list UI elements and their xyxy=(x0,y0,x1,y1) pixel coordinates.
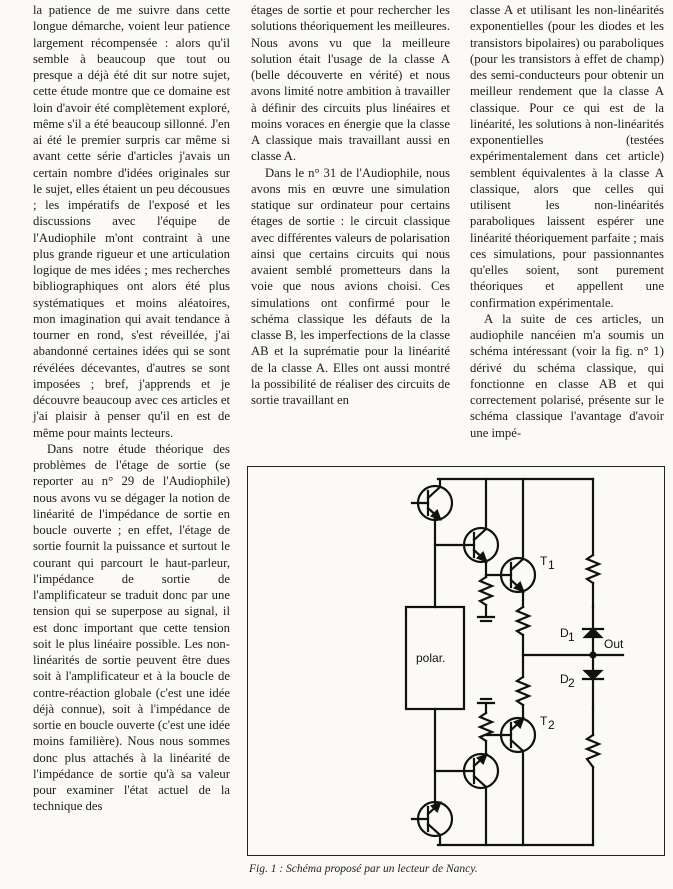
text-column-1 xyxy=(33,2,230,815)
resistor-r1 xyxy=(478,577,494,621)
transistor-q2 xyxy=(435,479,498,577)
d2-label: D xyxy=(560,672,569,686)
polar-label: polar. xyxy=(416,651,446,665)
paragraph: classe A et utilisant les non-linéarités exponentielles (pour les diodes et les transistors bipolaires) ou paraboliques (pour les transistors à effet de champ) des semi-conducteurs pour obtenir un meilleur rendement que la classe A classique. Pour ce qui est de la linéarité, les solutions à non-linéarités exponentielles (testées expérimentalement dans cet article) semblent équivalentes à la classe A classique, alors que celles qui utilisent les non-linéarités paraboliques laissent espérer une linéarité théoriquement parfaite ; mais ces simulations, pour passionnantes qu'elles soient, sont purement théoriques et appellent une confirmation expérimentale. xyxy=(470,3,664,310)
schematic-drawing xyxy=(248,467,666,857)
paragraph: la patience de me suivre dans cette longue démarche, voient leur patience largement récompensée : alors qu'il semble à beaucoup que tout ou presque a déjà été dit sur notre sujet, cette étude montre que ce domaine est loin d'avoir été complètement exploré, même s'il a été beaucoup sillonné. J'en ai été le premier surpris car même si avant cette série d'articles j'avais un certain nombre d'idées originales sur le sujet, elles étaient un peu décousues ; les impératifs de l'exposé et les discussions avec l'équipe de l'Audiophile m'ont contraint à une plus grande rigueur et une articulation logique de mes idées ; mes recherches bibliographiques ont alors été plus systématiques et moins aléatoires, mon imagination qui avait tendance à tourner en rond, s'est réveillée, j'ai abandonné certaines idées qui se sont révélées décevantes, d'autres se sont imposées ; bref, j'apprends et je découvre beaucoup avec ces articles et j'ai plaisir à penser qu'il en est de même pour maints lecteurs. xyxy=(33,3,230,440)
text-column-3 xyxy=(470,2,664,441)
t2-label: T xyxy=(540,714,548,728)
d1-subscript: 1 xyxy=(568,630,575,644)
transistor-t1 xyxy=(486,479,535,607)
out-label: Out xyxy=(604,637,624,651)
t2-subscript: 2 xyxy=(548,718,555,732)
paragraph: étages de sortie et pour rechercher les solutions théoriquement les meilleures. Nous avons vu que la meilleure solution était l'usage de la classe A (belle découverte en vérité) et nous avons limité notre ambition à travailler à définir des circuits plus linéaires et moins voraces en énergie que la classe A classique mais travaillant aussi en classe A. xyxy=(251,3,450,164)
transistor-q3 xyxy=(435,741,498,845)
circuit-schematic xyxy=(247,466,665,856)
paragraph: Dans notre étude théorique des problèmes de l'étage de sortie (se reporter au n° 29 de l'Audiophile) nous avons vu se dégager la notion de linéarité de l'impédance de sortie en boucle ouverte ; en effet, l'étage de sortie fournit la puissance et surtout le courant qui parcourt le haut-parleur, l'impédance de sortie de l'amplificateur se traduit donc par une tension qui se superpose au signal, il est donc important que cette tension soit le plus linéaire possible. Les non-linéarités de sortie peuvent être dues soit à l'amplificateur et à la boucle de contre-réaction globale (c'est une idée déjà connue), soit à l'impédance de sortie en boucle ouverte (c'est une idée moins familière). Nous nous sommes donc plus attachés à la linéarité de l'impédance de sortie qu'à sa valeur pour examiner l'état actuel de la technique des xyxy=(33,441,230,814)
t1-subscript: 1 xyxy=(548,558,555,572)
transistor-q4 xyxy=(412,802,452,845)
paragraph: Dans le n° 31 de l'Audiophile, nous avons mis en œuvre une simulation statique sur ordinateur pour certains étages de sortie : le circuit classique avec différentes valeurs de polarisation ainsi que certains circuits qui nous avaient semblé prometteurs dans la voie que nous avions choisi. Ces simulations ont confirmé pour le schéma classique les défauts de la classe B, les imperfections de la classe AB et la suprématie pour la linéarité de la classe A. Elles ont aussi montré la possibilité de réaliser des circuits de sortie travaillant en xyxy=(251,165,450,407)
resistor-r4 xyxy=(517,655,529,717)
t1-label: T xyxy=(540,554,548,568)
d1-label: D xyxy=(560,626,569,640)
diode-d2 xyxy=(583,655,603,707)
paragraph: A la suite de ces articles, un audiophile nancéien m'a soumis un schéma intéressant (voir la fig. n° 1) dérivé du schéma classique, qui fonctionne en classe AB et qui correctement polarisé, présente sur le schéma classique l'avantage d'avoir une impé- xyxy=(470,311,664,440)
diode-d1 xyxy=(583,607,603,655)
text-column-2 xyxy=(251,2,450,408)
resistor-r5 xyxy=(587,707,599,767)
resistor-r3 xyxy=(517,607,529,655)
figure-caption: Fig. 1 : Schéma proposé par un lecteur de Nancy. xyxy=(249,863,478,875)
d2-subscript: 2 xyxy=(568,676,575,690)
resistor-r2 xyxy=(587,555,599,607)
transistor-q1 xyxy=(412,479,452,520)
